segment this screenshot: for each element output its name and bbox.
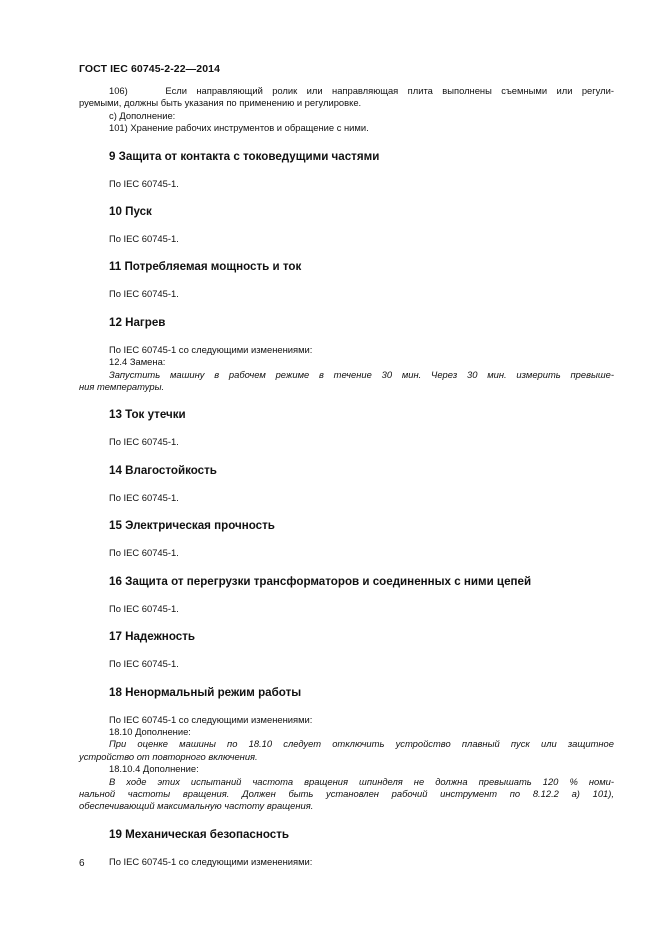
section-15-title: 15 Электрическая прочность (109, 519, 275, 533)
section-12-sub: 12.4 Замена: (109, 356, 166, 368)
item-101: 101) Хранение рабочих инструментов и обращение с ними. (109, 122, 369, 134)
section-17-title: 17 Надежность (109, 630, 195, 644)
section-9-title: 9 Защита от контакта с токоведущими частями (109, 149, 380, 163)
section-10-title: 10 Пуск (109, 205, 152, 219)
section-11-body: По IEC 60745-1. (109, 288, 179, 300)
section-16-body: По IEC 60745-1. (109, 602, 179, 614)
section-12-italic-line2: ния температуры. (79, 381, 165, 393)
section-11-title: 11 Потребляемая мощность и ток (109, 260, 302, 274)
section-18-it1-line1: При оценке машины по 18.10 следует отключить устройство плавный пуск или защитное (109, 738, 614, 750)
section-10-body: По IEC 60745-1. (109, 233, 179, 245)
item-106-line1: 106) Если направляющий ролик или направляющая плита выполнены съемными или регули- (109, 85, 614, 96)
section-18-it2-line2: нальной частоты вращения. Должен быть установлен рабочий инструмент по 8.12.2 а) 101), (79, 787, 614, 799)
section-18-body: По IEC 60745-1 со следующими изменениями: (109, 713, 313, 725)
section-16-title: 16 Защита от перегрузки трансформаторов и соединенных с ними цепей (109, 574, 532, 588)
section-12-italic-line1: Запустить машину в рабочем режиме в течение 30 мин. Через 30 мин. измерить превыше- (109, 368, 614, 380)
section-13-title: 13 Ток утечки (109, 408, 186, 422)
section-18-it2-line3: обеспечивающий максимальную частоту вращения. (79, 800, 314, 812)
section-18-title: 18 Ненормальный режим работы (109, 685, 302, 699)
section-9-body: По IEC 60745-1. (109, 177, 179, 189)
section-18-sub2: 18.10.4 Дополнение: (109, 763, 199, 775)
page-number: 6 (79, 858, 85, 869)
addition-c: c) Дополнение: (109, 109, 176, 121)
section-17-body: По IEC 60745-1. (109, 658, 179, 670)
section-18-sub1: 18.10 Дополнение: (109, 725, 191, 737)
section-14-body: По IEC 60745-1. (109, 491, 179, 503)
section-18-it2-line1: В ходе этих испытаний частота вращения шпинделя не должна превышать 120 % номи- (109, 775, 614, 787)
section-19-title: 19 Механическая безопасность (109, 827, 290, 841)
item-106-line2: руемыми, должны быть указания по применению и регулировке. (79, 97, 362, 109)
page-content (79, 85, 614, 868)
section-19-body: По IEC 60745-1 со следующими изменениями: (109, 855, 313, 867)
section-14-title: 14 Влагостойкость (109, 463, 217, 477)
section-18-it1-line2: устройство от повторного включения. (79, 750, 258, 762)
document-header: ГОСТ IEC 60745-2-22—2014 (79, 63, 221, 75)
section-12-body: По IEC 60745-1 со следующими изменениями: (109, 343, 313, 355)
section-13-body: По IEC 60745-1. (109, 436, 179, 448)
section-12-title: 12 Нагрев (109, 315, 166, 329)
section-15-body: По IEC 60745-1. (109, 547, 179, 559)
